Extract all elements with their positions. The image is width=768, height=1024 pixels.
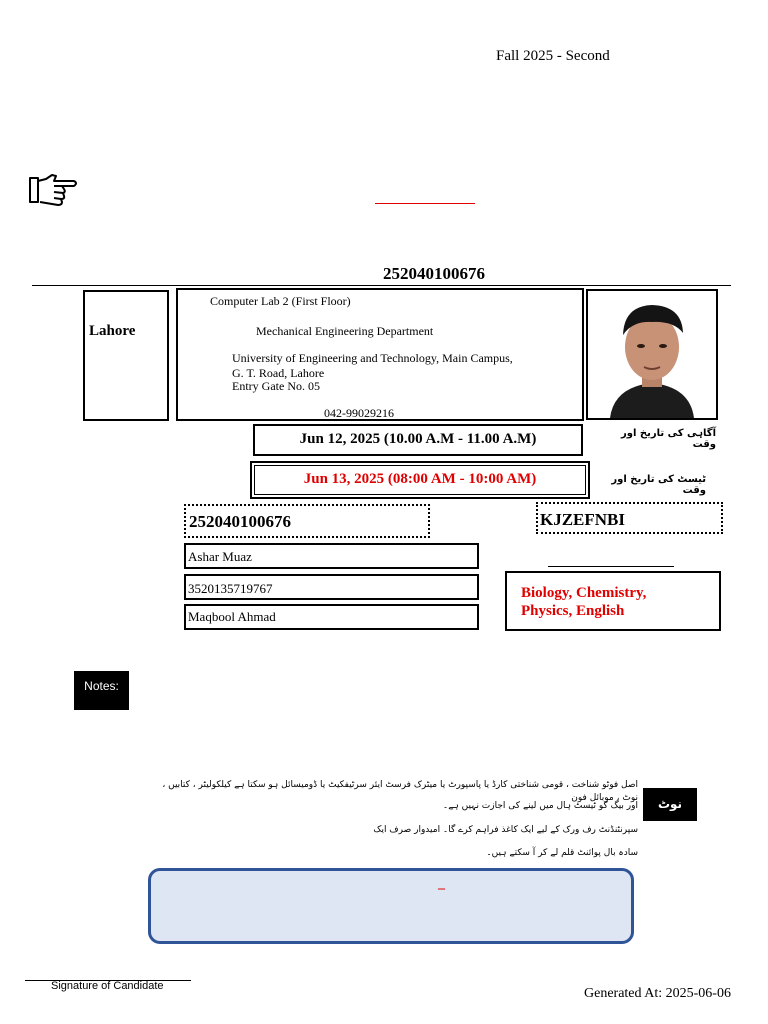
test-date-box [254,465,586,495]
venue-address-1: University of Engineering and Technology, Main Campus, [232,351,513,365]
roll-no: 252040100676 [189,512,291,531]
city-box [83,290,169,421]
venue-gate: Entry Gate No. 05 [232,379,320,393]
info-box [148,868,634,944]
note-urdu-line-3: سپرنٹنڈنٹ رف ورک کے لیے ایک کاغذ فراہم کرے گا۔ امیدوار صرف ایک [373,825,638,835]
venue-address-2: G. T. Road, Lahore [232,366,325,380]
note-urdu-line-4: سادہ بال پوائنٹ قلم لے کر آ سکتے ہیں۔ [486,848,638,858]
test-date-outer-box [250,461,590,499]
generated-at: Generated At: 2025-06-06 [584,986,731,1001]
test-label-urdu: ٹیسٹ کی تاریخ اور وقت [611,474,706,496]
name-box [184,543,479,569]
orientation-date-box [253,424,583,456]
candidate-photo [586,289,718,420]
subjects-line-1: Biology, Chemistry, [521,585,647,601]
roll-number-heading: 252040100676 [383,264,485,283]
pointing-hand-icon [28,172,80,208]
candidate-cnic: 3520135719767 [188,581,273,596]
city: Lahore [89,323,136,339]
orientation-label-urdu: آگاہی کی تاریخ اور وقت [621,428,716,450]
subjects-box [505,571,721,631]
signature-line-top [548,566,674,567]
note-urdu-line-2: اور بیگ کو ٹیسٹ ہال میں لینے کی اجازت نہیں ہے۔ [442,801,638,811]
venue-phone: 042-99029216 [324,406,394,420]
session-title: Fall 2025 - Second [496,48,610,64]
red-underline [375,203,475,204]
note-urdu-line-1: اصل فوٹو شناخت ، قومی شناختی کارڈ یا پاسپورٹ یا میٹرک فرسٹ ایئر سرٹیفکیٹ یا ڈومیسائل ہو سکتا ہے کیلکولیٹر ، کتابیں ، نوٹ ، موبائل فون [162,780,638,803]
subjects-line-2: Physics, English [521,603,625,619]
candidate-code-box [536,502,723,534]
father-name-box [184,604,479,630]
roll-no-box [184,504,430,538]
candidate-code: KJZEFNBI [540,510,626,529]
candidate-name: Ashar Muaz [188,549,252,564]
orientation-date: Jun 12, 2025 (10.00 A.M - 11.00 A.M) [299,431,537,447]
venue-lab: Computer Lab 2 (First Floor) [210,294,351,308]
notes-label: Notes: [74,671,129,710]
father-name: Maqbool Ahmad [188,609,276,624]
test-date: Jun 13, 2025 (08:00 AM - 10:00 AM) [303,471,537,487]
signature-label: Signature of Candidate [51,980,164,992]
venue-box [176,288,584,421]
note-urdu-label: نوٹ [643,788,697,821]
candidate-photo-image [588,291,716,418]
info-box-mark: – [438,881,445,896]
divider [32,285,731,286]
cnic-box [184,574,479,600]
venue-department: Mechanical Engineering Department [256,324,434,338]
